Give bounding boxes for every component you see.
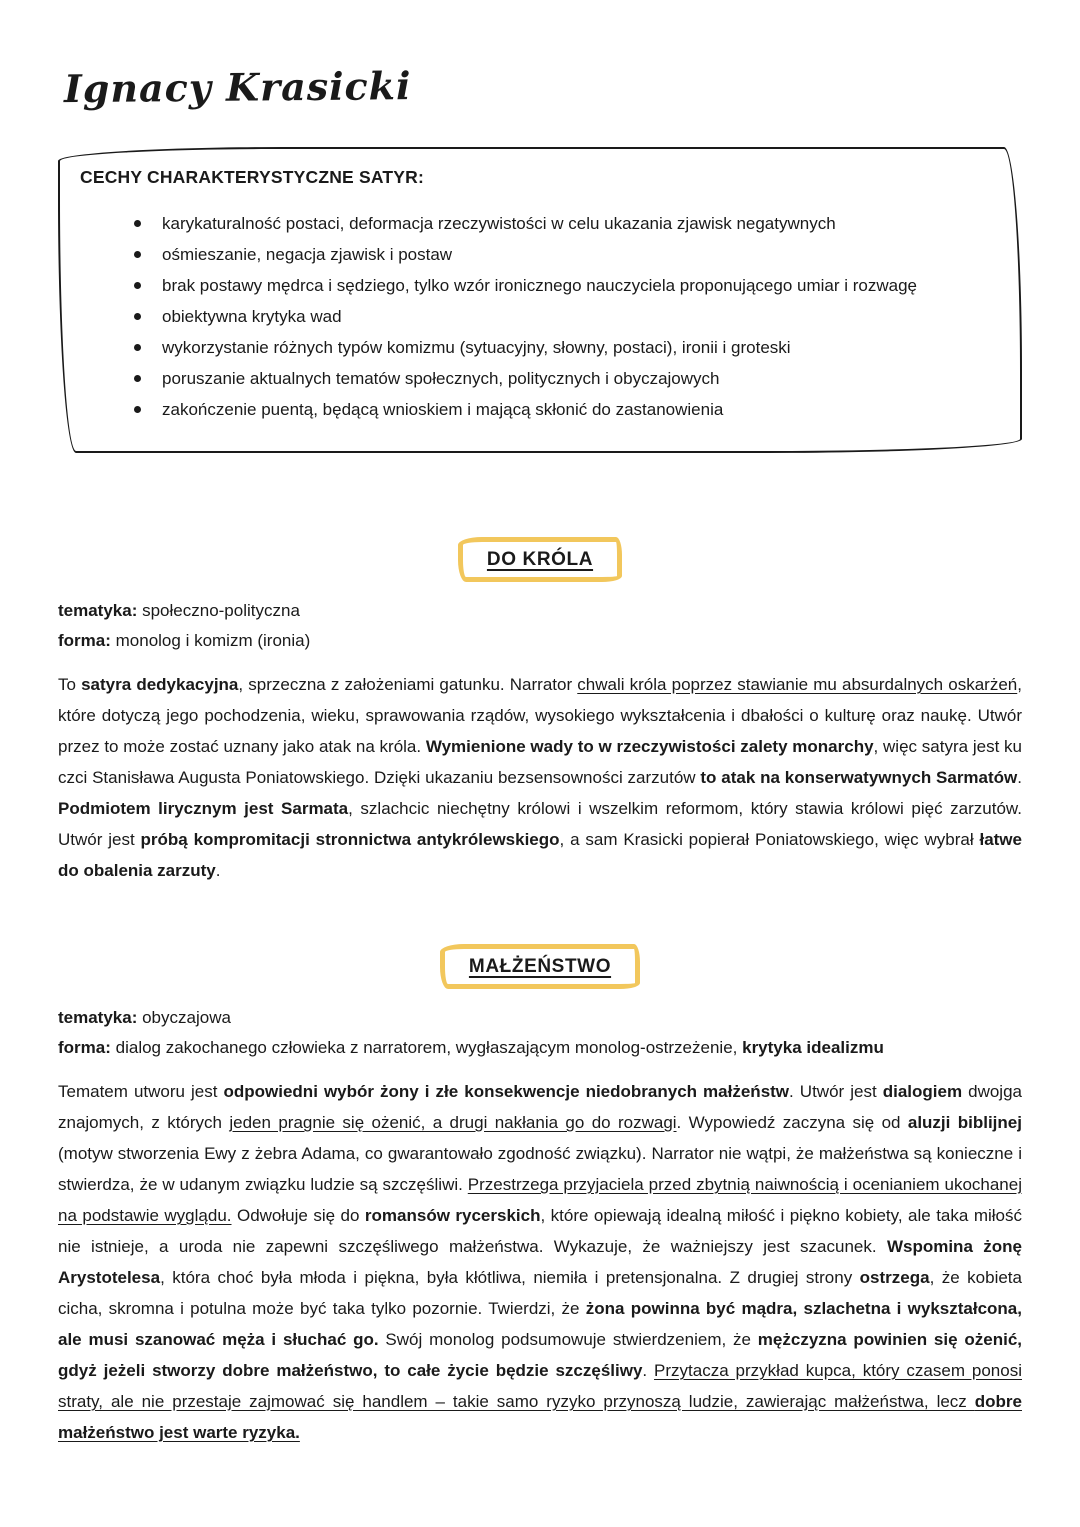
text-run: , a sam Krasicki popierał Poniatowskiego, więc wybrał (559, 830, 980, 849)
text-run: (motyw stworzenia Ewy z żebra Adama, co gwarantowało zgodność związku). Narrator nie wątpi, że małżeństwa są konieczne i stwierdza, że w udanym związku ludzie są szczęśliwi. (58, 1144, 1022, 1194)
text-run: jeden pragnie się ożenić, a drugi nakłania go do rozwagi (229, 1113, 677, 1132)
text-run: społeczno-polityczna (137, 601, 300, 620)
text-run: dobre małżeństwo jest warte ryzyka. (58, 1392, 1022, 1442)
text-run: Swój monolog podsumowuje stwierdzeniem, że (378, 1330, 758, 1349)
text-run: , która choć była młoda i piękna, była kłótliwa, niemiła i pretensjonalna. Z drugiej strony (160, 1268, 860, 1287)
text-run: , więc satyra jest ku czci Stanisława Augusta Poniatowskiego. Dzięki ukazaniu bezsensowności zarzutów (58, 737, 1022, 787)
text-run: próbą kompromitacji stronnictwa antykrólewskiego (140, 830, 560, 849)
text-run: , sprzeczna z założeniami gatunku. Narrator (238, 675, 578, 694)
text-run: forma: (58, 1038, 111, 1057)
text-run: satyra dedykacyjna (81, 675, 239, 694)
do-krola-tematyka-line (58, 596, 1022, 626)
text-run: , że kobieta cicha, skromna i potulna może być taka tylko pozornie. Twierdzi, że (58, 1268, 1022, 1318)
text-run: Przestrzega przyjaciela przed zbytnią naiwnością i ocenianiem ukochanej na podstawie wyglądu. (58, 1175, 1022, 1225)
list-item: karykaturalność postaci, deformacja rzeczywistości w celu ukazania zjawisk negatywnych (132, 208, 996, 239)
text-run: Wspomina żonę Arystotelesa (58, 1237, 1022, 1287)
section-heading-malzenstwo: MAŁŻEŃSTWO (468, 956, 612, 977)
do-krola-forma-line (58, 626, 1022, 656)
text-run: Wymienione wady to w rzeczywistości zalety monarchy (425, 737, 874, 756)
text-run: . (1017, 768, 1023, 787)
text-run: romansów rycerskich (364, 1206, 541, 1225)
list-item: wykorzystanie różnych typów komizmu (sytuacyjny, słowny, postaci), ironii i groteski (132, 332, 996, 363)
text-run: ostrzega (859, 1268, 930, 1287)
features-list (80, 208, 996, 425)
text-run: Podmiotem lirycznym jest Sarmata (58, 799, 349, 818)
text-run: tematyka: (58, 601, 138, 620)
text-run: , które dotyczą jego pochodzenia, wieku, sprawowania rządów, wysokiego wykształcenia i dbałości o kulturę oraz naukę. Utwór przez to może zostać uznany jako atak na króla. (58, 675, 1022, 756)
text-run: , które opiewają idealną miłość i piękno kobiety, ale taka miłość nie istnieje, a uroda nie zapewni szczęśliwego małżeństwa. Wykazuje, że ważniejszy jest szacunek. (58, 1206, 1022, 1256)
malzenstwo-paragraph (58, 1076, 1022, 1448)
section-heading-frame-do-krola (458, 537, 622, 582)
text-run: łatwe do obalenia zarzuty (58, 830, 1022, 880)
section-heading-frame-malzenstwo (440, 944, 640, 989)
features-box-heading: CECHY CHARAKTERYSTYCZNE SATYR: (80, 167, 425, 187)
text-run: dialog zakochanego człowieka z narratorem, wygłaszającym monolog-ostrzeżenie, (110, 1038, 743, 1057)
text-run: żona powinna być mądra, szlachetna i wykształcona, ale musi szanować męża i słuchać go. (58, 1299, 1022, 1349)
text-run: tematyka: (58, 1008, 138, 1027)
text-run: monolog i komizm (ironia) (110, 631, 311, 650)
text-run: obyczajowa (137, 1008, 231, 1027)
do-krola-paragraph (58, 669, 1022, 886)
text-run: aluzji biblijnej (907, 1113, 1022, 1132)
text-run: Przytacza przykład kupca, który czasem ponosi straty, ale nie przestaje zajmować się handlem – takie samo ryzyko przynoszą ludzie, zawierając małżeństwa, lecz (58, 1361, 1022, 1411)
text-run: odpowiedni wybór żony i złe konsekwencje niedobranych małżeństw (223, 1082, 790, 1101)
text-run: dialogiem (882, 1082, 963, 1101)
section-heading-do-krola: DO KRÓLA (486, 549, 594, 570)
text-run: to atak na konserwatywnych Sarmatów (700, 768, 1018, 787)
text-run: . Utwór jest (789, 1082, 883, 1101)
section-do-krola (58, 537, 1022, 886)
list-item: brak postawy mędrca i sędziego, tylko wzór ironicznego nauczyciela proponującego umiar i rozwagę (132, 270, 996, 301)
page-title: Ignacy Krasicki (63, 63, 412, 112)
text-run: dwojga znajomych, z których (58, 1082, 1022, 1132)
text-run: . (642, 1361, 655, 1380)
section-malzenstwo (58, 944, 1022, 1448)
text-run: mężczyzna powinien się ożenić, gdyż jeżeli stworzy dobre małżeństwo, to całe życie będzie szczęśliwy (58, 1330, 1022, 1380)
text-run: chwali króla poprzez stawianie mu absurdalnych oskarżeń (577, 675, 1018, 694)
text-run: forma: (58, 631, 111, 650)
text-run: Odwołuje się do (231, 1206, 365, 1225)
text-run: , szlachcic niechętny królowi i wszelkim reformom, który stawia królowi pięć zarzutów. Utwór jest (58, 799, 1022, 849)
list-item: zakończenie puentą, będącą wnioskiem i mającą skłonić do zastanowienia (132, 394, 996, 425)
malzenstwo-forma-line (58, 1033, 1022, 1063)
list-item: poruszanie aktualnych tematów społecznych, politycznych i obyczajowych (132, 363, 996, 394)
list-item: obiektywna krytyka wad (132, 301, 996, 332)
satire-features-box (58, 147, 1022, 453)
text-run: To (58, 675, 82, 694)
list-item: ośmieszanie, negacja zjawisk i postaw (132, 239, 996, 270)
text-run: Tematem utworu jest (58, 1082, 224, 1101)
text-run: krytyka idealizmu (742, 1038, 884, 1057)
text-run: . Wypowiedź zaczyna się od (676, 1113, 908, 1132)
text-run: . (215, 861, 221, 880)
malzenstwo-tematyka-line (58, 1003, 1022, 1033)
